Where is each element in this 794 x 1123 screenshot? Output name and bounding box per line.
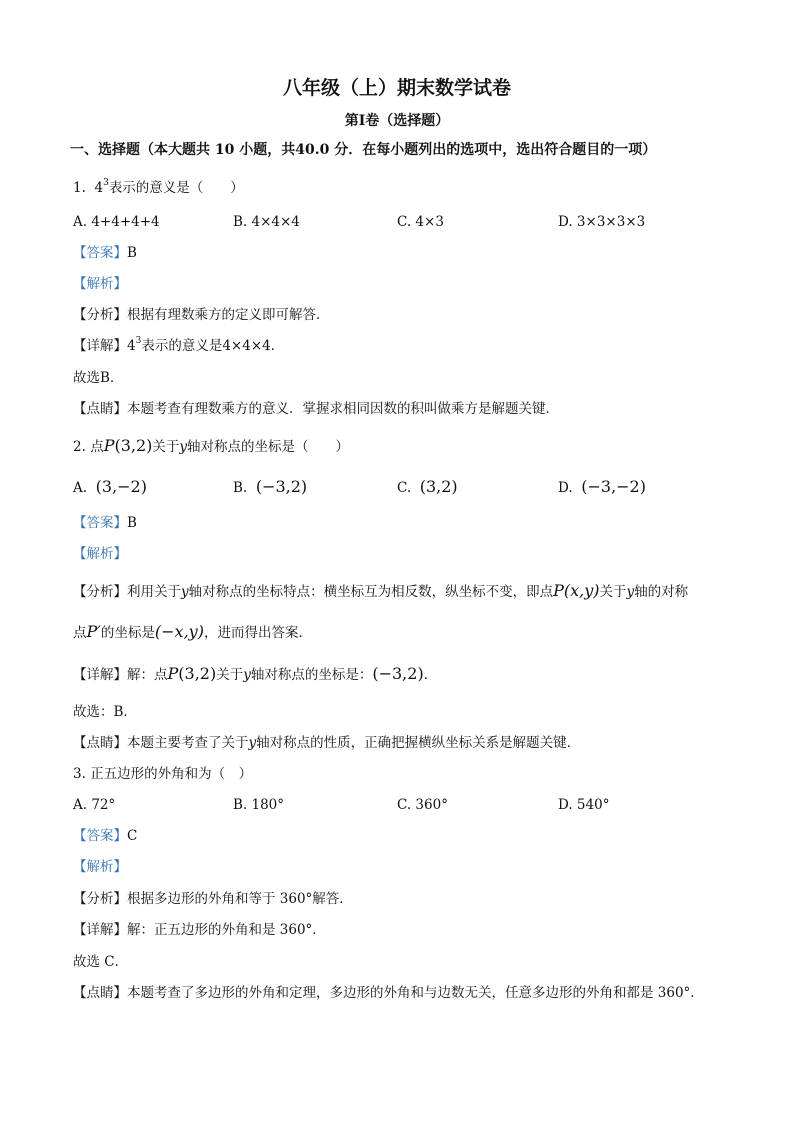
q1-option-c: C. 4×3 <box>397 214 444 230</box>
q1-option-b: B. 4×4×4 <box>233 214 300 230</box>
q3-option-a: A. 72° <box>73 797 116 813</box>
q1-xiangjie: 【详解】$4^3$表示的意义是4×4×4． <box>73 336 285 354</box>
exam-title: 八年级（上）期末数学试卷 <box>282 77 511 99</box>
exam-subtitle: 第I卷（选择题） <box>344 113 450 129</box>
q2-dianjing: 【点睛】本题主要考查了关于y轴对称点的性质，正确把握横纵坐标关系是解题关键． <box>73 735 581 751</box>
q3-conclusion: 故选 C． <box>73 954 129 970</box>
q1-analysis-heading: 【解析】 <box>73 276 127 292</box>
question-2-stem: 2. 点P(3,2)关于y轴对称点的坐标是（ ） <box>73 436 350 455</box>
q2-answer: 【答案】B <box>73 515 137 531</box>
q2-option-d: D. (−3,−2) <box>558 477 646 496</box>
q1-answer: 【答案】B <box>73 245 137 261</box>
q1-option-a: A. 4+4+4+4 <box>73 214 160 230</box>
q3-fenxi: 【分析】根据多边形的外角和等于 360°解答． <box>73 891 353 907</box>
q2-option-b: B. (−3,2) <box>233 477 308 496</box>
section-heading: 一、选择题（本大题共 10 小题，共40.0 分．在每小题列出的选项中，选出符合题目的一项） <box>70 142 657 158</box>
q1-fenxi: 【分析】根据有理数乘方的定义即可解答． <box>73 307 330 323</box>
q3-option-d: D. 540° <box>558 797 610 813</box>
q2-conclusion: 故选：B． <box>73 704 137 720</box>
q2-analysis-heading: 【解析】 <box>73 546 127 562</box>
question-1-stem: 1. $4^3$表示的意义是（ ） <box>73 178 244 196</box>
q2-fenxi: 【分析】利用关于y轴对称点的坐标特点：横坐标互为相反数，纵坐标不变，即点P(x,y)关于y轴的对称 <box>73 581 689 600</box>
q2-option-c: C. (3,2) <box>397 477 458 496</box>
q1-dianjing: 【点睛】本题考查有理数乘方的意义．掌握求相同因数的积叫做乘方是解题关键． <box>73 401 559 417</box>
q2-option-a: A. (3,−2) <box>73 477 147 496</box>
q1-conclusion: 故选B． <box>73 370 124 386</box>
q3-option-c: C. 360° <box>397 797 448 813</box>
question-3-stem: 3. 正五边形的外角和为（ ） <box>73 766 253 782</box>
q2-xiangjie: 【详解】解：点P(3,2)关于y轴对称点的坐标是：(−3,2)． <box>73 664 438 683</box>
q3-answer: 【答案】C <box>73 828 138 844</box>
q1-option-d: D. 3×3×3×3 <box>558 214 646 230</box>
q3-dianjing: 【点睛】本题考查了多边形的外角和定理，多边形的外角和与边数无关，任意多边形的外角和都是 360°． <box>73 985 704 1001</box>
q2-fenxi-line2: 点P′的坐标是(−x,y)，进而得出答案． <box>73 622 312 641</box>
q3-xiangjie: 【详解】解：正五边形的外角和是 360°． <box>73 922 326 938</box>
q3-option-b: B. 180° <box>233 797 285 813</box>
q3-analysis-heading: 【解析】 <box>73 859 127 875</box>
